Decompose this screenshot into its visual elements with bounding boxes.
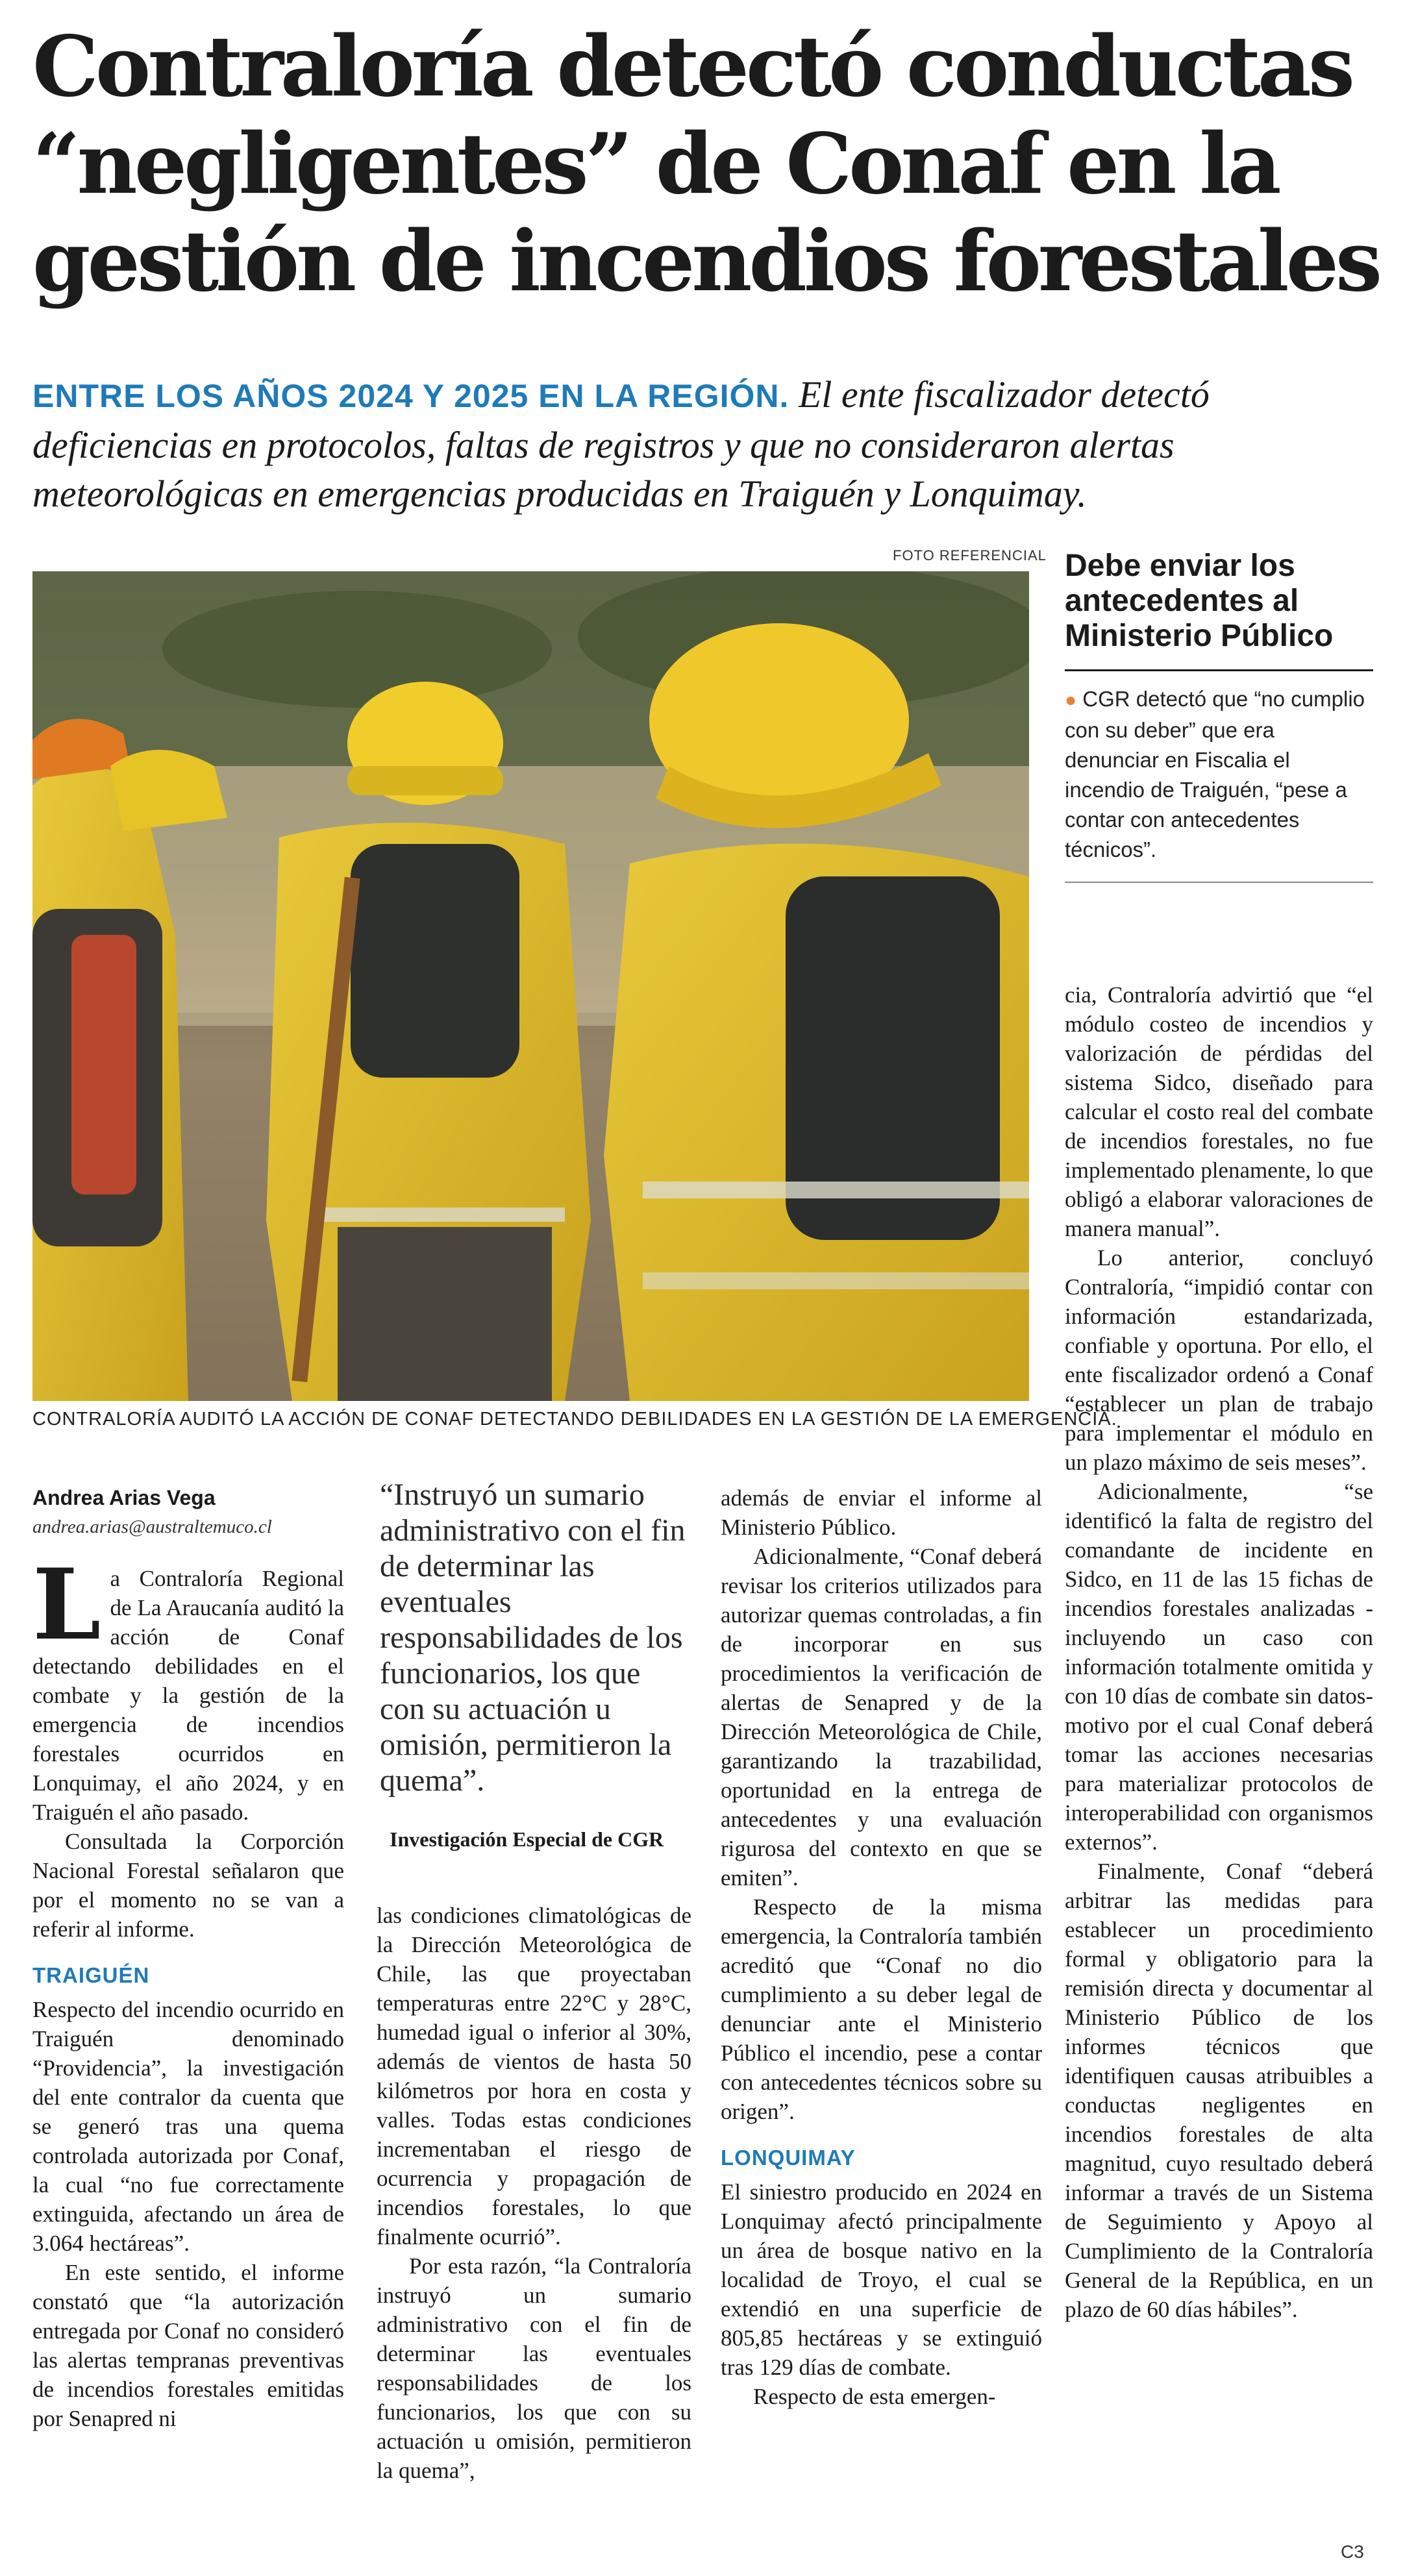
paragraph: Respecto del incendio ocurrido en Traiguén denominado “Providencia”, la investigación del ente contralor da cuenta que se generó tras una quema controlada autorizada por Conaf, la cual “no fue correctamente extinguida, afectando un área de 3.064 hectáreas”. (32, 1997, 344, 2256)
column-4 (1065, 980, 1373, 2324)
dropcap: L (32, 1548, 101, 1662)
photo (32, 571, 1029, 1401)
firefighters-photo (32, 571, 1029, 1401)
section-heading-traiguen: TRAIGUÉN (32, 1963, 150, 1987)
end-mark: C3 (1341, 2542, 1364, 2562)
sidebar-text: CGR detectó que “no cumplio con su deber” que era denunciar en Fiscalia el incendio de Traiguén, “pese a contar con antecedentes técnicos”. (1065, 687, 1365, 861)
pull-quote-source: Investigación Especial de CGR (390, 1827, 664, 1851)
deck (32, 370, 1350, 518)
headline-line-3: gestión de incendios forestales (32, 213, 1380, 310)
sidebar-divider (1065, 669, 1373, 671)
pull-quote: “Instruyó un sumario administrativo con el fin de determinar las eventuales responsabilidades de los funcionarios, los que con su actuación u omisión, permitieron la quema”. (380, 1478, 686, 1798)
section-heading-lonquimay: LONQUIMAY (721, 2146, 856, 2170)
bullet-icon: ● (1065, 689, 1077, 711)
sidebar-text-block (1065, 684, 1373, 865)
column-1 (32, 1483, 344, 2433)
paragraph: Lo anterior, concluyó Contraloría, “impidió contar con información estandarizada, confiable y oportuna. Por ello, el ente fiscalizador ordenó a Conaf “establecer un plan de trabajo para implementar el módulo en un plazo máximo de seis meses”. (1065, 1245, 1373, 1475)
paragraph: además de enviar el informe al Ministerio Público. (721, 1485, 1042, 1540)
paragraph: La Contraloría Regional de La Araucanía auditó la acción de Conaf detectando debilidades en el combate y la gestión de la emergencia de incendios forestales ocurridos en Lonquimay, el año 2024, y en Traiguén el año pasado. (32, 1548, 344, 1825)
photo-credit: FOTO REFERENCIAL (893, 547, 1047, 564)
paragraph: las condiciones climatológicas de la Dirección Meteorológica de Chile, las que proyectaban temperaturas entre 22°C y 28°C, humedad igual o inferior al 30%, además de vientos de hasta 50 kilómetros por hora en costa y valles. Todas estas condiciones incrementaban el riesgo de ocurrencia y propagación de incendios forestales, lo que finalmente ocurrió”. (377, 1903, 691, 2249)
paragraph: En este sentido, el informe constató que “la autorización entregada por Conaf no consideró las alertas tempranas preventivas de incendios forestales emitidas por Senapred ni (32, 2260, 344, 2431)
paragraph: Finalmente, Conaf “deberá arbitrar las medidas para establecer un procedimiento formal y obligatorio para la remisión directa y documentar al Ministerio Público de los informes técnicos que identifiquen causas atribuibles a conductas negligentes en incendios forestales de alta magnitud, cuyo resultado deberá informar a través de un Sistema de Seguimiento y Apoyo al Cumplimiento de la Contraloría General de la República, en un plazo de 60 días hábiles”. (1065, 1859, 1373, 2322)
sidebar-title: Debe enviar los antecedentes al Ministerio Público (1065, 549, 1334, 653)
author-email: andrea.arias@australtemuco.cl (32, 1517, 272, 1537)
deck-text: El ente fiscalizador detectó deficiencias en protocolos, faltas de registros y que no consideraron alertas meteorológicas en emergencias producidas en Traiguén y Lonquimay. (32, 373, 1210, 515)
column-2 (377, 1901, 691, 2485)
deck-lead: ENTRE LOS AÑOS 2024 Y 2025 EN LA REGIÓN. (32, 378, 790, 414)
paragraph: Respecto de esta emergen- (753, 2384, 996, 2409)
paragraph: El siniestro producido en 2024 en Lonquimay afectó principalmente un área de bosque nativo en la localidad de Troyo, el cual se extendió en una superficie de 805,85 hectáreas y se extinguió tras 129 días de combate. (721, 2179, 1042, 2380)
paragraph: Respecto de la misma emergencia, la Contraloría también acreditó que “Conaf no dio cumplimiento a su deber legal de denunciar ante el Ministerio Público el incendio, pese a contar con antecedentes técnicos sobre su origen”. (721, 1894, 1042, 2124)
column-3 (721, 1483, 1042, 2411)
paragraph: Adicionalmente, “se identificó la falta de registro del comandante de incidente en Sidco, en 11 de las 15 fichas de incendios forestales analizadas -incluyendo un caso con información totalmente omitida y con 10 días de combate sin datos- motivo por el cual Conaf deberá tomar las acciones necesarias para materializar protocolos de interoperabilidad con organismos externos”. (1065, 1479, 1373, 1855)
sidebar-bottom-divider (1065, 882, 1373, 883)
photo-caption: CONTRALORÍA AUDITÓ LA ACCIÓN DE CONAF DETECTANDO DEBILIDADES EN LA GESTIÓN DE LA EMERGENCIA. (32, 1409, 1117, 1430)
author-name: Andrea Arias Vega (32, 1486, 216, 1509)
headline-line-1: Contraloría detectó conductas (32, 18, 1352, 116)
paragraph: cia, Contraloría advirtió que “el módulo costeo de incendios y valorización de pérdidas del sistema Sidco, diseñado para calcular el costo real del combate de incendios forestales, no fue implementado plenamente, lo que obligó a elaborar valoraciones de manera manual”. (1065, 982, 1373, 1241)
sidebar (1065, 549, 1373, 883)
paragraph: Adicionalmente, “Conaf deberá revisar los criterios utilizados para autorizar quemas controladas, a fin de incorporar en sus procedimientos la verificación de alertas de Senapred y de la Dirección Meteorológica de Chile, garantizando la trazabilidad, oportunidad en la entrega de antecedentes y una evaluación rigurosa del contexto en que se emiten”. (721, 1544, 1042, 1890)
headline (32, 18, 1380, 310)
paragraph: Consultada la Corporción Nacional Forestal señalaron que por el momento no se van a referir al informe. (32, 1829, 344, 1942)
paragraph: Por esta razón, “la Contraloría instruyó un sumario administrativo con el fin de determinar las eventuales responsabilidades de los funcionarios, los que con su actuación u omisión, permitieron la quema”, (377, 2253, 691, 2483)
headline-line-2: “negligentes” de Conaf en la (32, 116, 1278, 213)
